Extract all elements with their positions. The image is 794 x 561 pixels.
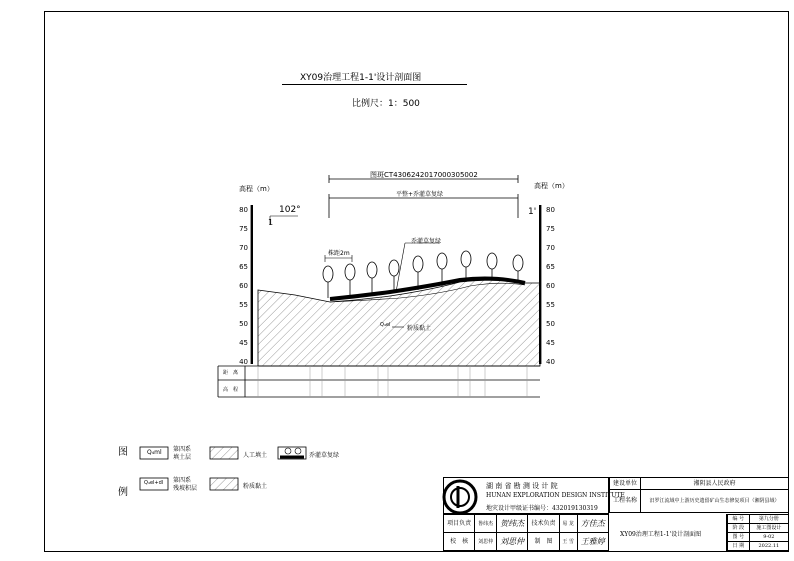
fig-value: 9-02 xyxy=(749,533,788,542)
legend-label-1: 第四系 填土层 xyxy=(173,446,192,461)
project-name: 汨罗江流域中上游历史遗留矿山生态修复项目（湘阴县域） xyxy=(641,490,789,513)
tick-label: 65 xyxy=(546,263,555,271)
build-unit-label: 建设单位 xyxy=(610,478,641,490)
legend-label-2: 人工填土 xyxy=(243,452,268,459)
tick-label: 75 xyxy=(546,225,555,233)
left-axis-title: 高程（m） xyxy=(239,185,274,193)
date-value: 2022.11 xyxy=(749,542,788,551)
tick-label: 40 xyxy=(546,358,555,366)
distance-row-label: 距 离 xyxy=(223,370,239,376)
titleblock-right-top xyxy=(609,477,789,513)
tick-label: 70 xyxy=(239,244,248,252)
legend-label-3: 乔灌草复绿 xyxy=(309,452,340,459)
draw-signature: 王雅婷 xyxy=(577,533,608,551)
plot-id-label: 图斑CT43062420170003050​02 xyxy=(370,171,478,179)
titleblock-signatures xyxy=(443,514,609,551)
tick-label: 45 xyxy=(546,339,555,347)
tick-label: 65 xyxy=(239,263,248,271)
build-unit: 湘阴县人民政府 xyxy=(641,478,789,490)
tick-label: 80 xyxy=(239,206,248,214)
left-axis-ticks xyxy=(232,201,248,372)
num-label: 编 号 xyxy=(728,515,750,524)
right-axis-ticks xyxy=(546,201,562,372)
slope-label: 102° xyxy=(279,205,301,215)
legend-code-1: Q₄ml xyxy=(147,449,162,456)
titleblock-meta xyxy=(727,514,789,551)
legend-box-2 xyxy=(210,447,238,459)
check-label: 校 核 xyxy=(444,533,475,551)
project-label: 工程名称 xyxy=(610,490,641,513)
legend-box-5 xyxy=(210,478,238,490)
tech-lead-label: 技术负责 xyxy=(528,515,559,533)
spacing-label: 株距2m xyxy=(328,250,350,257)
tech-lead-name: 易 龙 xyxy=(559,515,577,533)
num-value: 第九分册 xyxy=(749,515,788,524)
date-label: 日 期 xyxy=(728,542,750,551)
proj-lead-label: 项目负责 xyxy=(444,515,475,533)
legend-label-5: 粉质黏土 xyxy=(243,483,268,490)
soil-body xyxy=(258,280,540,366)
tech-lead-signature: 方佳杰 xyxy=(577,515,608,533)
scale-label: 比例尺：1：500 xyxy=(352,99,420,109)
proj-lead-signature: 贺纬杰 xyxy=(496,515,527,533)
fig-label: 图 号 xyxy=(728,533,750,542)
org-cn: 湖 南 省 勘 测 设 计 院 xyxy=(486,482,558,490)
check-signature: 刘思仲 xyxy=(496,533,527,551)
left-axis xyxy=(251,205,253,364)
section-end-mark: 1' xyxy=(528,207,537,217)
check-name: 刘思仲 xyxy=(475,533,497,551)
right-axis-title: 高程（m） xyxy=(534,182,569,190)
legend-title-b: 例 xyxy=(118,487,128,498)
tick-label: 40 xyxy=(239,358,248,366)
soil-label: 粉质黏土 xyxy=(407,325,432,332)
tick-label: 70 xyxy=(546,244,555,252)
cert-number: 地灾设计甲级证书编号：432019130319 xyxy=(486,505,598,512)
zone-label: 平整+乔灌草复绿 xyxy=(396,191,444,198)
right-axis xyxy=(539,205,541,364)
tick-label: 50 xyxy=(546,320,555,328)
proj-lead-name: 鲁纬杰 xyxy=(475,515,497,533)
elevation-row-label: 高 程 xyxy=(223,387,239,393)
org-en: HUNAN EXPLORATION DESIGN INSTITUTE xyxy=(486,492,625,499)
legend-label-4: 第四系 残坡积层 xyxy=(173,477,198,492)
tick-label: 60 xyxy=(546,282,555,290)
legend-code-4: Q₄el+dl xyxy=(144,480,164,486)
vegetation-label: 乔灌草复绿 xyxy=(411,238,442,245)
tick-label: 45 xyxy=(239,339,248,347)
tick-label: 60 xyxy=(239,282,248,290)
tick-label: 75 xyxy=(239,225,248,233)
draw-name: 王 雪 xyxy=(559,533,577,551)
tick-label: 50 xyxy=(239,320,248,328)
draw-label: 制 图 xyxy=(528,533,559,551)
tick-label: 80 xyxy=(546,206,555,214)
soil-code: Q₄el xyxy=(380,322,391,328)
drawing-title: XY09治理工程1-1'设计剖面图 xyxy=(300,73,422,83)
titleblock-drawing-title: XY09治理工程1-1'设计剖面图 xyxy=(620,531,702,538)
tick-label: 55 xyxy=(239,301,248,309)
tick-label: 55 xyxy=(546,301,555,309)
section-start-mark: 1 xyxy=(268,218,274,227)
stage-value: 施工图设计 xyxy=(749,524,788,533)
legend-title-a: 图 xyxy=(118,447,128,458)
stage-label: 阶 段 xyxy=(728,524,750,533)
